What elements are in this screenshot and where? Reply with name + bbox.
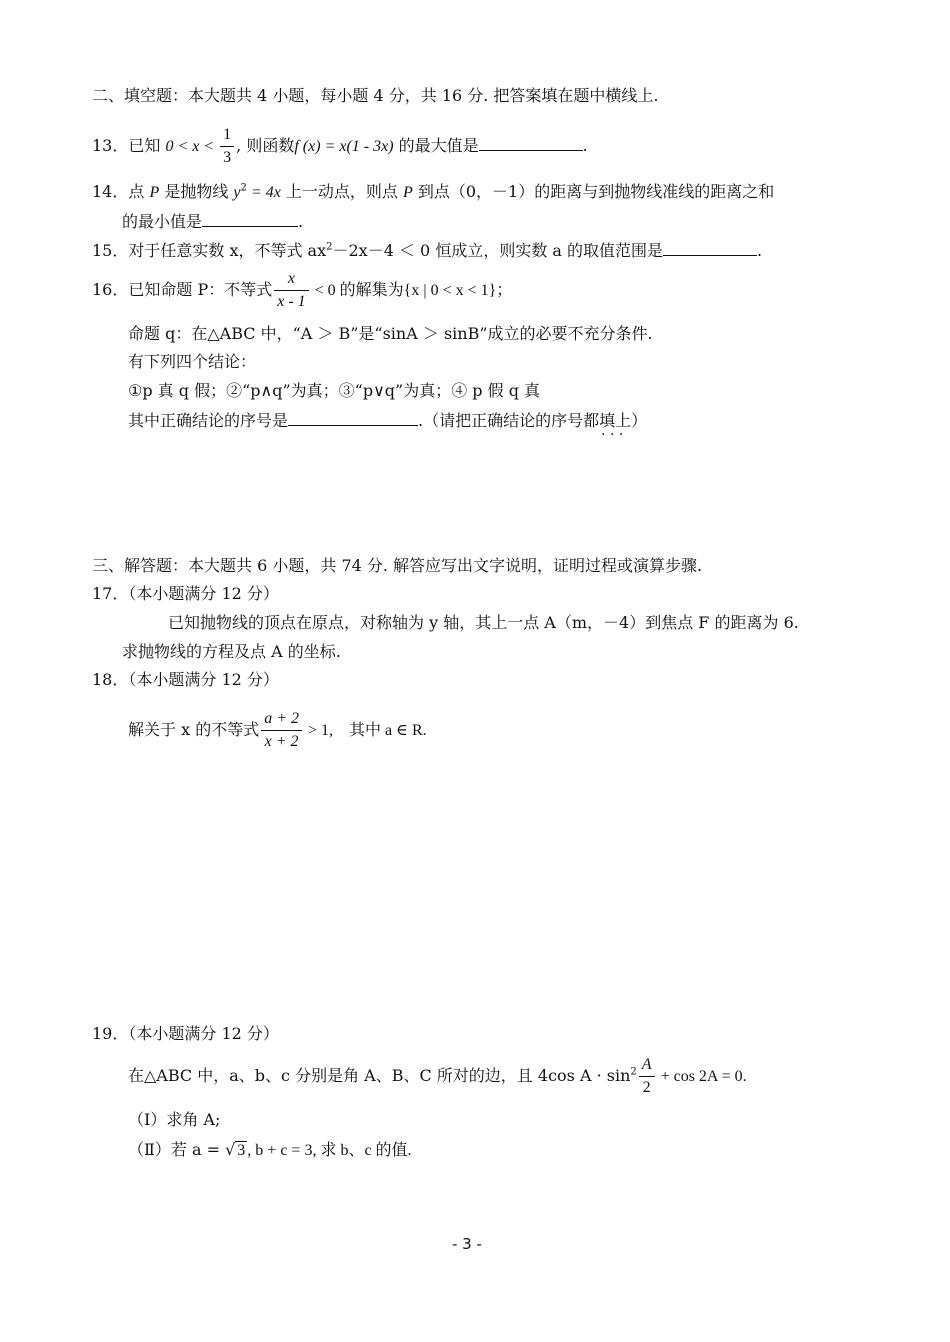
q18-pre: 解关于 x 的不等式 (128, 720, 260, 739)
q16-pre: 16．已知命题 P：不等式 (92, 280, 273, 299)
q19-part2-post: , b + c = 3, 求 b、c 的值. (247, 1142, 412, 1159)
sqrt-icon: √ (225, 1140, 236, 1159)
q19-pre: 在△ABC 中，a、b、c 分别是角 A、B、C 所对的边，且 4cos A · sin (128, 1066, 631, 1085)
question-14-line1 (92, 180, 774, 205)
q14-text-a: 是抛物线 (159, 182, 234, 201)
q19-frac-den: 2 (642, 1079, 651, 1096)
q13-pre: 已知 (128, 136, 166, 155)
q19-frac-num: A (639, 1054, 655, 1077)
q16-line5-pre: 其中正确结论的序号是 (128, 411, 289, 430)
question-17-title: 17．（本小题满分 12 分） (92, 584, 279, 603)
q13-end: . (582, 136, 588, 155)
q18-fraction (261, 708, 302, 753)
question-16-line5 (128, 407, 647, 433)
q16-frac-den: x - 1 (277, 293, 306, 310)
question-19-part2 (128, 1138, 412, 1163)
question-19-body (128, 1052, 747, 1101)
question-14-line2 (122, 208, 303, 234)
q19-part2-pre: （Ⅱ）若 a = (128, 1140, 226, 1159)
q14-eq-rest: = 4x (246, 184, 281, 201)
q13-mid: , 则函数 (236, 136, 295, 155)
question-17-line2: 求抛物线的方程及点 A 的坐标. (122, 642, 341, 661)
question-16-line2: 命题 q：在△ABC 中，“A ＞ B”是“sinA ＞ sinB”成立的必要不充分条件. (128, 324, 653, 343)
q13-post: 的最大值是 (393, 136, 479, 155)
question-16-line3: 有下列四个结论： (128, 352, 257, 371)
q14-point-p: P (149, 184, 160, 201)
question-17-line1: 已知抛物线的顶点在原点，对称轴为 y 轴，其上一点 A（m，－4）到焦点 F 的距离为 6. (168, 613, 799, 632)
q16-line5-end: ） (631, 411, 648, 430)
q13-number: 13． (92, 136, 129, 155)
q14-text-b: 上一动点，则点 (280, 182, 403, 201)
q14-eq-y: y (233, 184, 241, 201)
q16-fraction (274, 268, 308, 313)
q19-post: + cos 2A = 0. (656, 1068, 747, 1085)
q13-inequality: 0 < x < (165, 138, 219, 155)
q14-pre: 14．点 (92, 182, 150, 201)
section-2-heading: 二、填空题：本大题共 4 小题，每小题 4 分，共 16 分. 把答案填在题中横线上. (92, 86, 659, 105)
q15-pre: 15．对于任意实数 x，不等式 ax (92, 241, 327, 260)
q14-point-p2: P (403, 184, 413, 201)
question-18-title: 18．（本小题满分 12 分） (92, 670, 279, 689)
q13-function: f (x) = x(1 - 3x) (294, 138, 394, 155)
q16-post: < 0 的解集为{x | 0 < x < 1}； (310, 282, 513, 299)
question-18-body (128, 706, 427, 755)
q14-eq-sup: 2 (240, 182, 247, 194)
q16-frac-num: x (274, 268, 308, 291)
page-number: - 3 - (452, 1235, 482, 1253)
section-3-heading: 三、解答题：本大题共 6 小题，共 74 分. 解答应写出文字说明，证明过程或演算步骤. (92, 556, 703, 575)
q18-frac-num: a + 2 (261, 708, 302, 731)
q19-fraction (639, 1054, 655, 1099)
question-15 (92, 237, 762, 263)
q14-line2-pre: 的最小值是 (122, 212, 203, 231)
q15-end: . (757, 241, 763, 260)
q13-fraction (220, 124, 234, 169)
question-16-line1 (92, 266, 512, 315)
q16-line5-post: .（请把正确结论的序号都 (418, 411, 600, 430)
q16-emphasis-text: 填上 · · · (599, 409, 631, 433)
q14-answer-blank[interactable] (202, 208, 298, 227)
q18-frac-den: x + 2 (264, 733, 299, 750)
q16-answer-blank[interactable] (288, 407, 418, 426)
q13-frac-num: 1 (220, 124, 234, 147)
q15-answer-blank[interactable] (663, 237, 757, 256)
question-19-title: 19．（本小题满分 12 分） (92, 1024, 279, 1043)
question-19-part1: （Ⅰ）求角 A; (128, 1110, 221, 1129)
question-13 (92, 122, 588, 171)
q18-post: > 1, 其中 a ∈ R. (304, 722, 427, 739)
q15-sup: 2 (326, 241, 333, 253)
q14-text-c: 到点（0，－1）的距离与到抛物线准线的距离之和 (412, 182, 775, 201)
q15-post: －2x－4 ＜ 0 恒成立，则实数 a 的取值范围是 (332, 241, 664, 260)
question-16-line4: ①p 真 q 假；②“p∧q”为真；③“p∨q”为真；④ p 假 q 真 (128, 381, 541, 400)
q14-end: . (298, 212, 304, 231)
q19-sqrt-value: 3 (237, 1142, 246, 1159)
q13-frac-den: 3 (223, 149, 232, 166)
q13-answer-blank[interactable] (479, 132, 583, 151)
q19-sup: 2 (630, 1066, 637, 1078)
